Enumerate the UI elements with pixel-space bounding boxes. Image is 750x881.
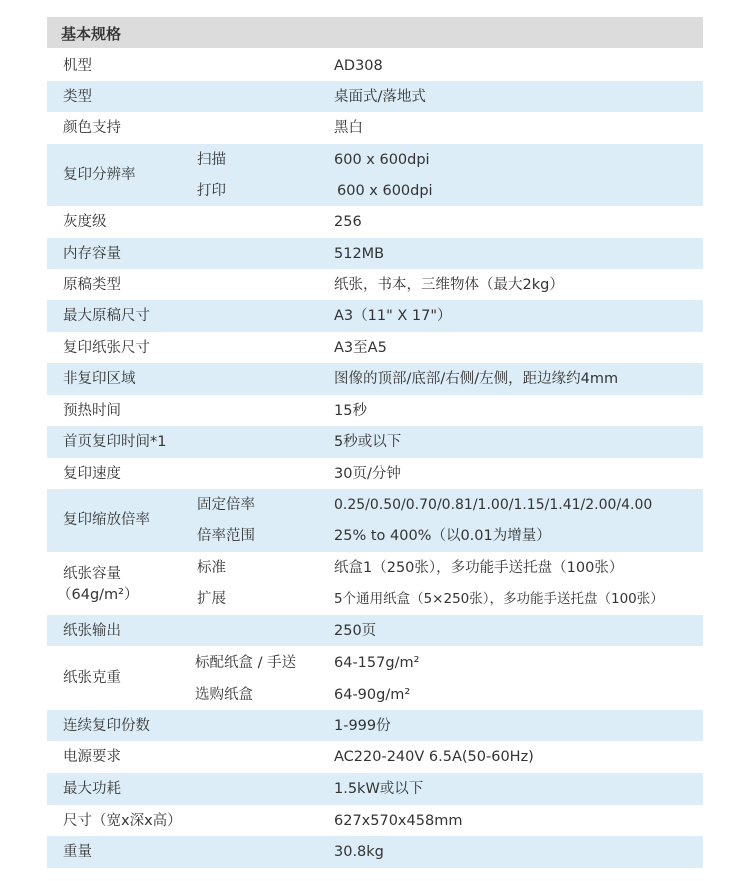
row-label: 首页复印时间*1 <box>63 434 167 450</box>
spec-row-first-copy <box>47 426 703 458</box>
row-value: AD308 <box>334 58 383 74</box>
sub-value: 25% to 400%（以0.01为增量） <box>334 528 551 544</box>
spec-row-warmup <box>47 395 703 426</box>
row-label: 复印纸张尺寸 <box>63 340 150 356</box>
spec-row-zoom <box>47 489 703 552</box>
sub-label: 扩展 <box>197 591 226 607</box>
sub-label: 扫描 <box>197 152 226 168</box>
spec-row-max-original <box>47 300 703 332</box>
row-value: AC220-240V 6.5A(50-60Hz) <box>334 749 534 765</box>
row-value: A3（11" X 17"） <box>334 308 452 324</box>
spec-row-continuous-copies <box>47 710 703 741</box>
row-value: 5秒或以下 <box>334 434 402 450</box>
sub-value: 0.25/0.50/0.70/0.81/1.00/1.15/1.41/2.00/4.00 <box>334 497 653 513</box>
sub-value: 600 x 600dpi <box>334 152 430 168</box>
row-label: 灰度级 <box>63 214 107 230</box>
sub-value: 64-157g/m² <box>334 655 420 671</box>
row-label: 原稿类型 <box>63 277 121 293</box>
sub-value: 纸盒1（250张），多功能手送托盘（100张） <box>334 560 624 576</box>
spec-row-paper-weight <box>47 646 703 710</box>
row-label: 尺寸（宽x深x高） <box>63 813 182 829</box>
section-header <box>47 17 703 48</box>
spec-row-memory <box>47 238 703 269</box>
spec-row-output <box>47 615 703 646</box>
row-value: 图像的顶部/底部/右侧/左侧，距边缘约4mm <box>334 371 619 387</box>
sub-label: 固定倍率 <box>197 497 255 513</box>
spec-row-power <box>47 741 703 773</box>
sub-label: 打印 <box>197 183 226 199</box>
row-label: 连续复印份数 <box>63 718 150 734</box>
spec-row-resolution <box>47 144 703 206</box>
sub-label: 标准 <box>197 560 226 576</box>
spec-row-grayscale <box>47 206 703 238</box>
row-value: 1.5kW或以下 <box>334 781 424 797</box>
row-value: 黑白 <box>334 120 363 136</box>
row-label: 最大功耗 <box>63 781 121 797</box>
row-value: 30.8kg <box>334 844 384 860</box>
row-label-unit: （64g/m²） <box>57 587 139 603</box>
sub-value: 64-90g/m² <box>334 687 411 703</box>
row-label: 纸张输出 <box>63 623 121 639</box>
row-label: 最大原稿尺寸 <box>63 308 150 324</box>
row-label: 纸张克重 <box>63 670 121 686</box>
row-value: 桌面式/落地式 <box>334 89 426 105</box>
row-label: 颜色支持 <box>63 120 121 136</box>
row-label: 纸张容量 <box>63 566 121 582</box>
spec-row-weight <box>47 836 703 868</box>
spec-row-max-power <box>47 773 703 805</box>
row-value: 纸张，书本，三维物体（最大2kg） <box>334 277 564 293</box>
row-label: 预热时间 <box>63 403 121 419</box>
row-value: 256 <box>334 214 362 230</box>
row-value: 627x570x458mm <box>334 813 463 829</box>
spec-row-dimensions <box>47 805 703 836</box>
row-value: 30页/分钟 <box>334 466 401 482</box>
row-value: 1-999份 <box>334 718 391 734</box>
spec-row-color <box>47 112 703 144</box>
row-value: 15秒 <box>334 403 367 419</box>
row-label: 复印速度 <box>63 466 121 482</box>
spec-row-copy-speed <box>47 458 703 489</box>
spec-row-paper-size <box>47 332 703 363</box>
sub-label: 标配纸盒 / 手送 <box>195 655 297 671</box>
row-label: 复印缩放倍率 <box>63 512 150 528</box>
spec-row-paper-capacity <box>47 552 703 615</box>
row-label: 非复印区域 <box>63 371 136 387</box>
spec-row-original-type <box>47 269 703 300</box>
row-label: 复印分辨率 <box>63 167 136 183</box>
sub-value: 5个通用纸盒（5×250张），多功能手送托盘（100张） <box>334 591 664 607</box>
spec-table <box>47 50 703 868</box>
row-label: 电源要求 <box>63 749 121 765</box>
row-label: 重量 <box>63 844 92 860</box>
row-label: 类型 <box>63 89 92 105</box>
spec-row-non-copy-area <box>47 363 703 395</box>
row-value: 512MB <box>334 246 385 262</box>
row-label: 机型 <box>63 58 92 74</box>
sub-label: 选购纸盒 <box>195 687 253 703</box>
spec-row-type <box>47 81 703 112</box>
sub-value: 600 x 600dpi <box>337 183 433 199</box>
row-value: A3至A5 <box>334 340 387 356</box>
spec-row-model <box>47 50 703 81</box>
sub-label: 倍率范围 <box>197 528 255 544</box>
section-title: 基本规格 <box>61 25 122 43</box>
row-value: 250页 <box>334 623 377 639</box>
row-label: 内存容量 <box>63 246 121 262</box>
